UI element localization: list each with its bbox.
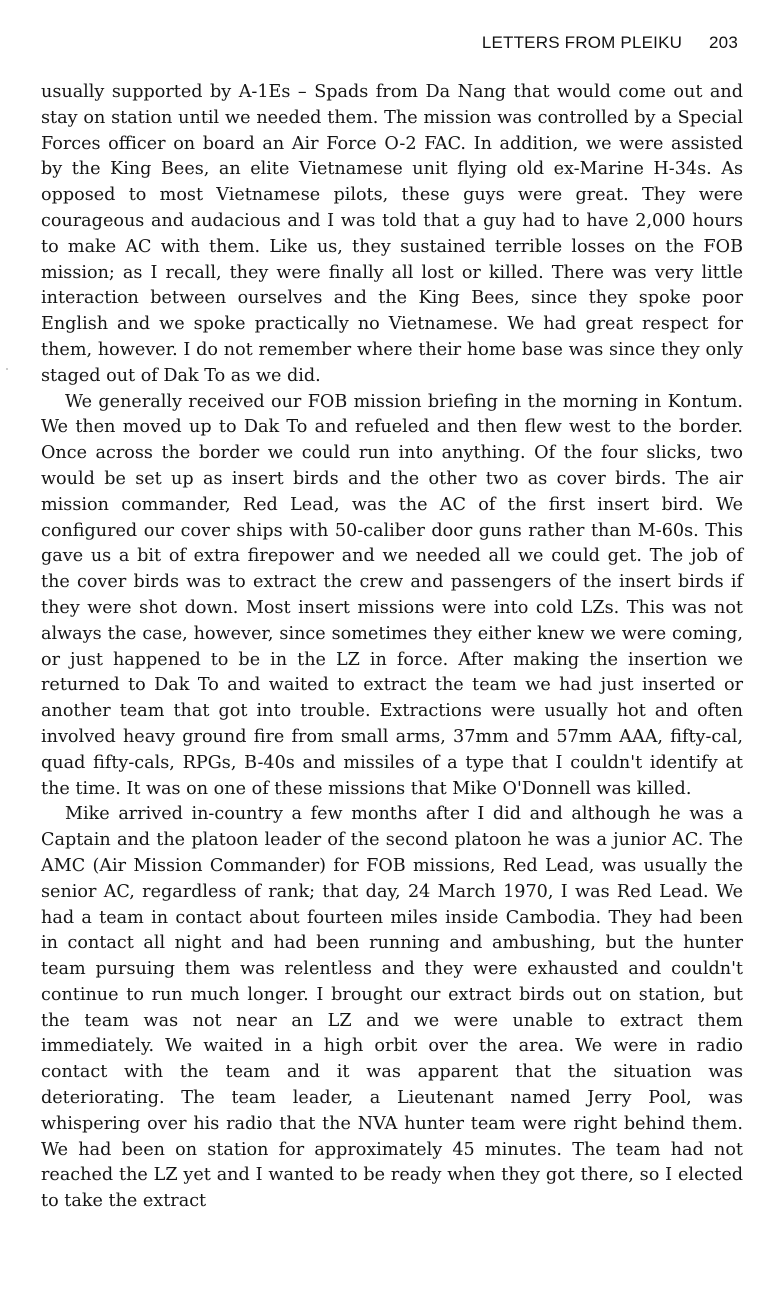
page-number: 203 [709, 33, 738, 52]
running-head-title: LETTERS FROM PLEIKU [481, 33, 683, 52]
paragraph-fob-briefing: We generally received our FOB mission briefing in the morning in Kontum. We then moved up to Dak To and refueled and then flew west to the border. Once across the border we could run into anything. Of the four slicks, two would be set up as insert birds and the other two as cover birds. The air mission commander, Red Lead, was the AC of the first insert bird. We configured our cover ships with 50-caliber door guns rather than M-60s. This gave us a bit of extra firepower and we needed all we could get. The job of the cover birds was to extract the crew and passengers of the insert birds if they were shot down. Most insert missions were into cold LZs. This was not always the case, however, since sometimes they either knew we were coming, or just happened to be in the LZ in force. After making the insertion we returned to Dak To and waited to extract the team we had just inserted or another team that got into trouble. Extractions were usually hot and often involved heavy ground fire from small arms, 37mm and 57mm AAA, fifty-cal, quad fifty-cals, RPGs, B-40s and missiles of a type that I couldn't identify at the time. It was on one of these missions that Mike O'Donnell was killed. [41, 391, 743, 799]
body-text [41, 80, 743, 1215]
margin-speck [6, 368, 8, 370]
paragraph-mike-odonnell: Mike arrived in-country a few months after I did and although he was a Captain and the platoon leader of the second platoon he was a junior AC. The AMC (Air Mission Commander) for FOB missions, Red Lead, was usually the senior AC, regardless of rank; that day, 24 March 1970, I was Red Lead. We had a team in contact about fourteen miles inside Cambodia. They had been in contact all night and had been running and ambushing, but the hunter team pursuing them was relentless and they were exhausted and couldn't continue to run much longer. I brought our extract birds out on station, but the team was not near an LZ and we were unable to extract them immediately. We waited in a high orbit over the area. We were in radio contact with the team and it was apparent that the situation was deteriorating. The team leader, a Lieutenant named Jerry Pool, was whispering over his radio that the NVA hunter team were right behind them. We had been on station for approximately 45 minutes. The team had not reached the LZ yet and I wanted to be ready when they got there, so I elected to take the extract [41, 804, 743, 1212]
running-head [482, 33, 738, 53]
paragraph-continued: usually supported by A-1Es – Spads from Da Nang that would come out and stay on station until we needed them. The mission was controlled by a Special Forces officer on board an Air Force O-2 FAC. In addition, we were assisted by the King Bees, an elite Vietnamese unit flying old ex-Marine H-34s. As opposed to most Vietnamese pilots, these guys were great. They were courageous and audacious and I was told that a guy had to have 2,000 hours to make AC with them. Like us, they sustained terrible losses on the FOB mission; as I recall, they were finally all lost or killed. There was very little interaction between ourselves and the King Bees, since they spoke poor English and we spoke practically no Vietnamese. We had great respect for them, however. I do not remember where their home base was since they only staged out of Dak To as we did. [41, 82, 743, 386]
